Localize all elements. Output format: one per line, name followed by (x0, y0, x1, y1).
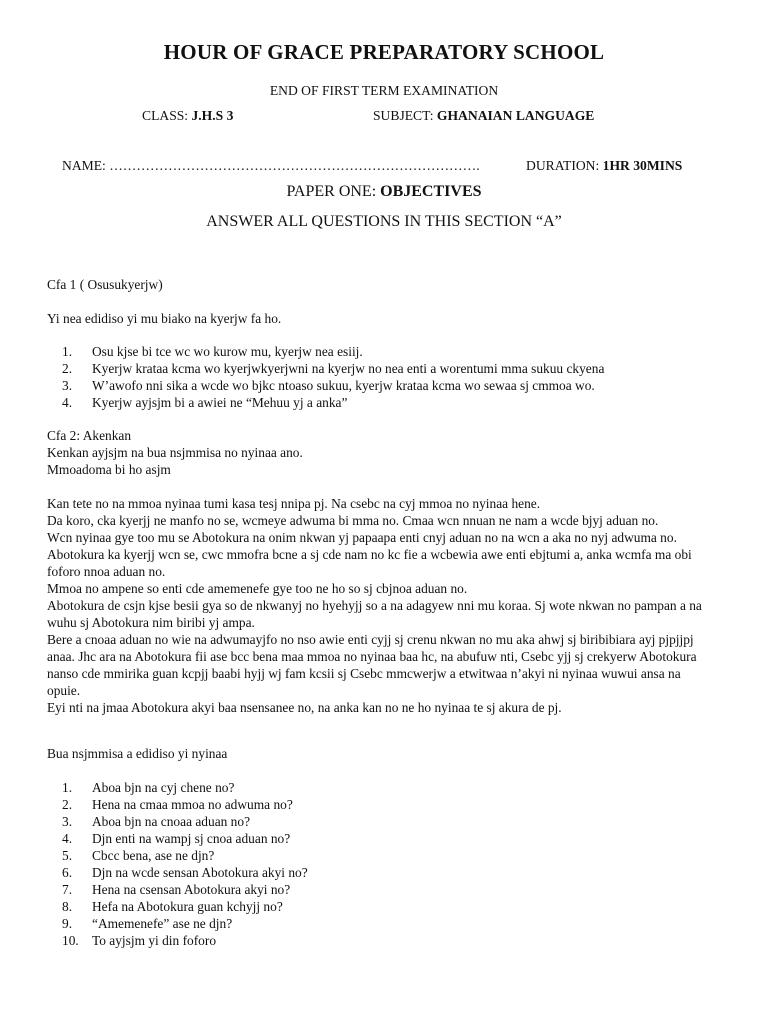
item-number: 7. (62, 882, 73, 897)
list-item (62, 377, 722, 394)
passage-title: Mmoadoma bi ho asjm (47, 462, 171, 477)
item-number: 1. (62, 780, 73, 795)
list-item (62, 394, 722, 411)
list-item (62, 932, 722, 949)
passage-paragraph: Bere a cnoaa aduan no wie na adwumayjfo no nso awie enti cyjj sj crenu nkwan no mu aka ahwj sj biribibiara ayj pjpjjpj anaa. Jhc ara na Abotokura fii ase bcc bena maa mmoa no nyinaa baa hc, na abufuw nti, Csebc yjj sj crekyerw Abotokura nanso cde mmirika guan kcpjj baabi hyjj wj fam kcsii sj Csebc mmcwerjw a etwitwaa n’akyi ni nyinaa wuwui ansa na opuie. (47, 632, 697, 698)
item-number: 9. (62, 916, 73, 931)
item-text: Osu kjse bi tce wc wo kurow mu, kyerjw nea esiij. (92, 344, 363, 359)
section1-instruction: Yi nea edidiso yi mu biako na kyerjw fa ho. (47, 311, 282, 326)
item-text: Aboa bjn na cyj chene no? (92, 780, 235, 795)
item-number: 8. (62, 899, 73, 914)
item-number: 4. (62, 395, 73, 410)
section-instruction: ANSWER ALL QUESTIONS IN THIS SECTION “A” (206, 213, 562, 230)
item-number: 6. (62, 865, 73, 880)
section1-title: Cfa 1 ( Osusukyerjw) (47, 277, 163, 292)
list-item (62, 898, 722, 915)
subject-value: GHANAIAN LANGUAGE (436, 108, 595, 123)
item-text: W’awofo nni sika a wcde wo bjkc ntoaso sukuu, kyerjw krataa kcma wo sewaa sj cmmoa wo. (92, 378, 595, 393)
item-number: 4. (62, 831, 73, 846)
passage-paragraph: Wcn nyinaa gye too mu se Abotokura na onim nkwan yj papaapa enti cnyj aduan no na wcn a aka no nyj adwuma no. Abotokura ka kyerjj wcn se, cwc mmofra bcne a sj cde nam no kc fie a wcbewia awe enti ebjtumi a, anka wcmfa ma obi foforo nnoa aduan no. (47, 530, 692, 579)
item-number: 5. (62, 848, 73, 863)
item-text: Kyerjw ayjsjm bi a awiei ne “Mehuu yj a anka” (92, 395, 348, 410)
item-text: Djn na wcde sensan Abotokura akyi no? (92, 865, 308, 880)
class-label: CLASS: (142, 108, 192, 123)
item-text: Djn enti na wampj sj cnoa aduan no? (92, 831, 291, 846)
paper-label: PAPER ONE: (286, 183, 381, 200)
item-number: 2. (62, 797, 73, 812)
list-item (62, 796, 722, 813)
passage-paragraph: Mmoa no ampene so enti cde amemenefe gye too ne ho so sj cbjnoa aduan no. (47, 581, 468, 596)
list-item (62, 343, 722, 360)
section1-list (62, 343, 722, 411)
name-line: NAME: ………………………………………………………………………. (62, 158, 480, 173)
item-number: 3. (62, 814, 73, 829)
class-line (142, 107, 233, 124)
duration-label: DURATION: (526, 158, 603, 173)
section2-instruction: Kenkan ayjsjm na bua nsjmmisa no nyinaa ano. (47, 445, 303, 460)
passage-paragraph: Da koro, cka kyerjj ne manfo no se, wcmeye adwuma bi mma no. Cmaa wcn nnuan ne nam a wcde bjyj aduan no. (47, 513, 659, 528)
section2-title: Cfa 2: Akenkan (47, 428, 132, 443)
item-text: Aboa bjn na cnoaa aduan no? (92, 814, 251, 829)
questions-list (62, 779, 722, 949)
subject-line (373, 107, 594, 124)
list-item (62, 830, 722, 847)
item-text: “Amemenefe” ase ne djn? (92, 916, 233, 931)
passage-paragraph: Kan tete no na mmoa nyinaa tumi kasa tesj nnipa pj. Na csebc na cyj mmoa no nyinaa hene. (47, 496, 541, 511)
item-number: 2. (62, 361, 73, 376)
list-item (62, 847, 722, 864)
duration-value: 1HR 30MINS (602, 158, 683, 173)
passage (47, 495, 717, 716)
exam-title: END OF FIRST TERM EXAMINATION (269, 83, 499, 98)
list-item (62, 360, 722, 377)
item-number: 10. (62, 933, 79, 948)
subject-label: SUBJECT: (373, 108, 437, 123)
item-text: Hena na cmaa mmoa no adwuma no? (92, 797, 293, 812)
duration-line (526, 157, 682, 174)
school-name: HOUR OF GRACE PREPARATORY SCHOOL (163, 40, 605, 64)
list-item (62, 915, 722, 932)
item-number: 3. (62, 378, 73, 393)
item-text: To ayjsjm yi din foforo (92, 933, 217, 948)
paper-value: OBJECTIVES (380, 183, 482, 200)
list-item (62, 881, 722, 898)
passage-paragraph: Eyi nti na jmaa Abotokura akyi baa nsensanee no, na anka kan no ne ho nyinaa te sj akura de pj. (47, 700, 562, 715)
paper-title (0, 183, 768, 200)
passage-paragraph: Abotokura de csjn kjse besii gya so de nkwanyj no hyehyjj so a na adagyew nni mu koraa. Sj wote nkwan no pampan a na wuhu sj Abotokura nim biribi yj ampa. (47, 598, 702, 630)
item-text: Hefa na Abotokura guan kchyjj no? (92, 899, 283, 914)
list-item (62, 864, 722, 881)
questions-intro: Bua nsjmmisa a edidiso yi nyinaa (47, 746, 228, 761)
item-text: Kyerjw krataa kcma wo kyerjwkyerjwni na kyerjw no nea enti a worentumi mma sukuu ckyena (92, 361, 605, 376)
item-number: 1. (62, 344, 73, 359)
list-item (62, 779, 722, 796)
item-text: Cbcc bena, ase ne djn? (92, 848, 215, 863)
class-value: J.H.S 3 (191, 108, 234, 123)
item-text: Hena na csensan Abotokura akyi no? (92, 882, 291, 897)
list-item (62, 813, 722, 830)
